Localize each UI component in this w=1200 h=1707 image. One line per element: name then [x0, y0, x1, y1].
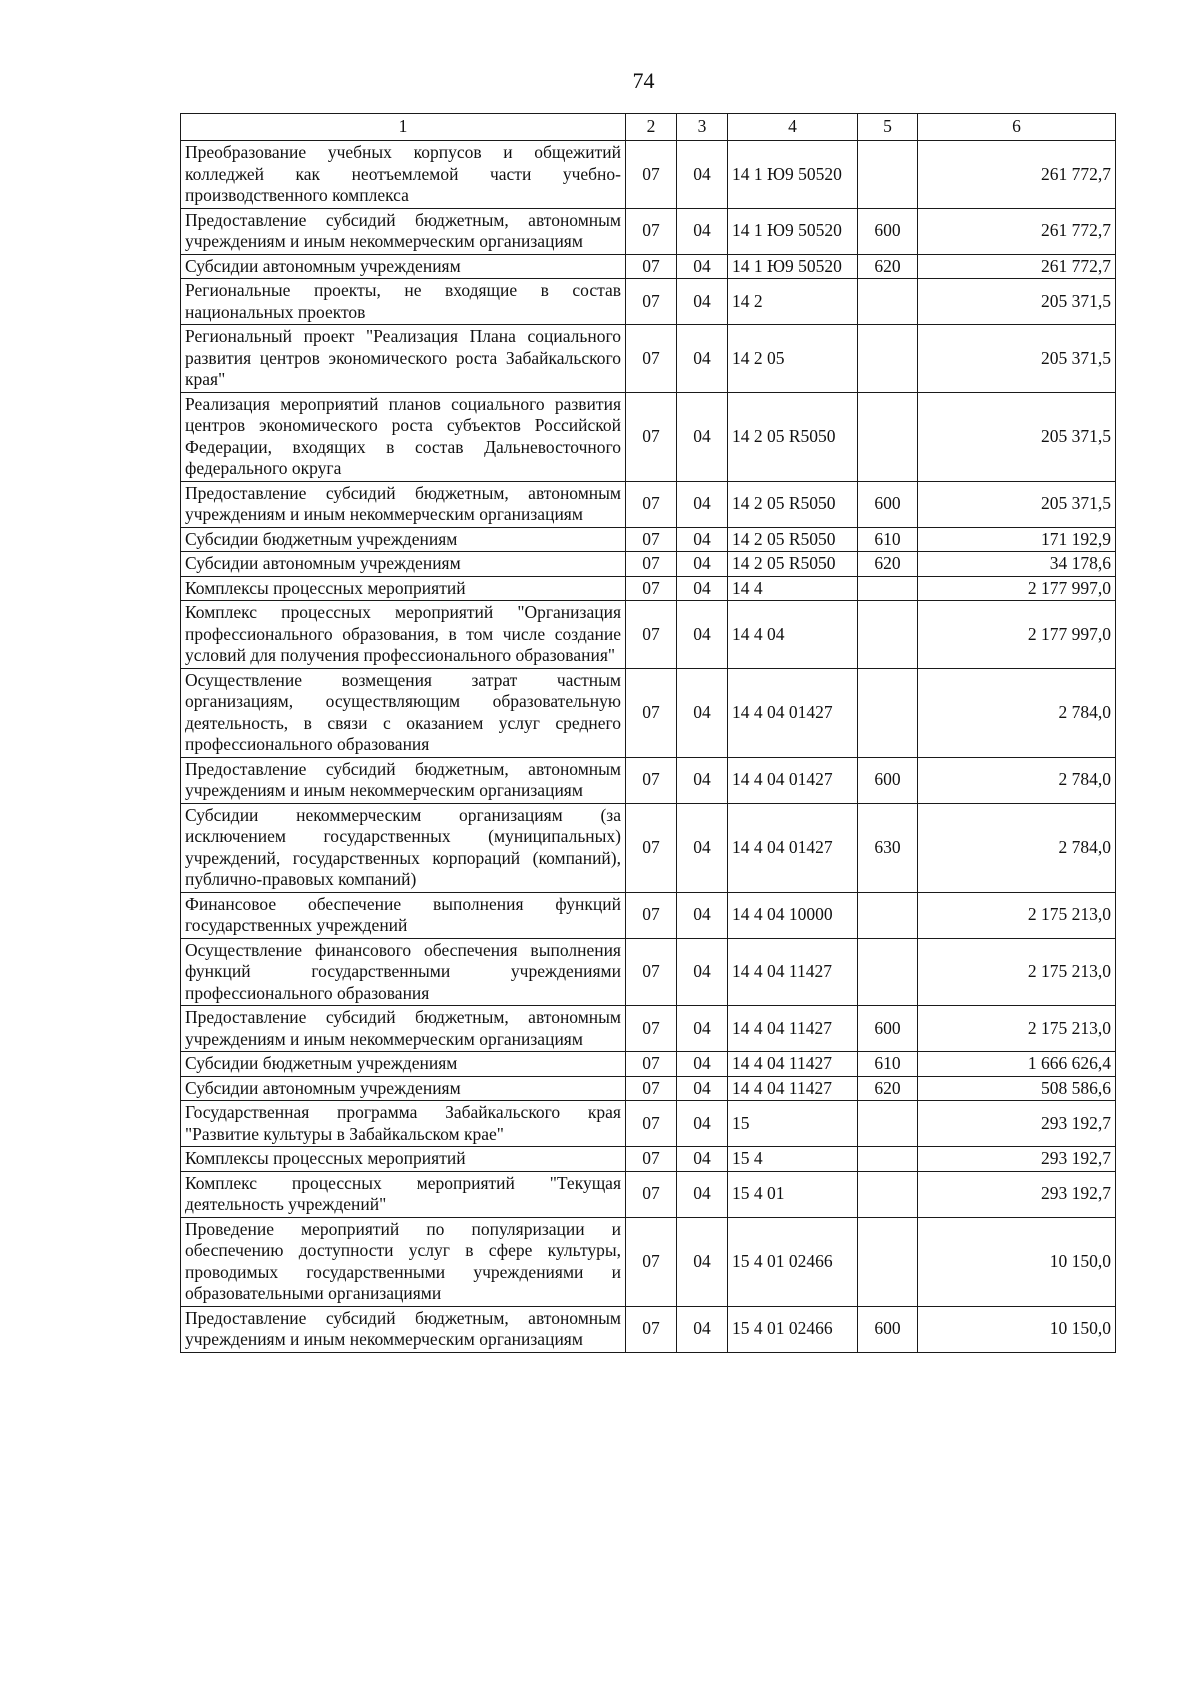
row-amount: 2 784,0	[918, 668, 1116, 757]
row-expense-type	[858, 1101, 918, 1147]
row-name: Комплексы процессных мероприятий	[181, 1147, 626, 1172]
row-section: 07	[626, 1101, 677, 1147]
table-header-row	[181, 114, 1116, 141]
row-section: 07	[626, 668, 677, 757]
row-amount: 508 586,6	[918, 1076, 1116, 1101]
table-row	[181, 1217, 1116, 1306]
row-name: Реализация мероприятий планов социального развития центров экономического роста субъектов Российской Федерации, входящих в состав Дальневосточного федерального округа	[181, 392, 626, 481]
row-section: 07	[626, 1217, 677, 1306]
row-amount: 34 178,6	[918, 552, 1116, 577]
row-target-code: 14 4 04 01427	[728, 668, 858, 757]
row-target-code: 14 4 04 11427	[728, 1006, 858, 1052]
row-section: 07	[626, 803, 677, 892]
row-amount: 2 175 213,0	[918, 938, 1116, 1006]
row-section: 07	[626, 576, 677, 601]
row-section: 07	[626, 279, 677, 325]
row-subsection: 04	[677, 1171, 728, 1217]
row-amount: 261 772,7	[918, 208, 1116, 254]
row-section: 07	[626, 938, 677, 1006]
row-amount: 293 192,7	[918, 1101, 1116, 1147]
row-expense-type	[858, 938, 918, 1006]
row-amount: 2 784,0	[918, 803, 1116, 892]
header-col-3: 3	[677, 114, 728, 141]
row-name: Государственная программа Забайкальского края "Развитие культуры в Забайкальском крае"	[181, 1101, 626, 1147]
row-amount: 10 150,0	[918, 1306, 1116, 1352]
row-name: Субсидии автономным учреждениям	[181, 552, 626, 577]
row-expense-type	[858, 392, 918, 481]
table-row	[181, 1306, 1116, 1352]
row-subsection: 04	[677, 1306, 728, 1352]
row-name: Комплекс процессных мероприятий "Текущая деятельность учреждений"	[181, 1171, 626, 1217]
header-col-2: 2	[626, 114, 677, 141]
row-target-code: 14 4 04 11427	[728, 1076, 858, 1101]
row-section: 07	[626, 757, 677, 803]
table-row	[181, 481, 1116, 527]
row-expense-type: 600	[858, 208, 918, 254]
row-name: Финансовое обеспечение выполнения функций государственных учреждений	[181, 892, 626, 938]
row-subsection: 04	[677, 1052, 728, 1077]
row-subsection: 04	[677, 1006, 728, 1052]
row-amount: 293 192,7	[918, 1171, 1116, 1217]
row-section: 07	[626, 892, 677, 938]
table-row	[181, 1147, 1116, 1172]
table-row	[181, 208, 1116, 254]
row-name: Комплексы процессных мероприятий	[181, 576, 626, 601]
row-name: Региональный проект "Реализация Плана социального развития центров экономического роста Забайкальского края"	[181, 325, 626, 393]
row-target-code: 14 2 05 R5050	[728, 392, 858, 481]
row-name: Осуществление возмещения затрат частным организациям, осуществляющим образовательную деятельность, в связи с оказанием услуг среднего профессионального образования	[181, 668, 626, 757]
row-amount: 2 177 997,0	[918, 601, 1116, 669]
budget-table	[180, 113, 1116, 1353]
row-expense-type	[858, 1217, 918, 1306]
row-name: Предоставление субсидий бюджетным, автономным учреждениям и иным некоммерческим организациям	[181, 208, 626, 254]
row-section: 07	[626, 208, 677, 254]
table-row	[181, 254, 1116, 279]
row-expense-type: 620	[858, 1076, 918, 1101]
row-expense-type	[858, 1147, 918, 1172]
row-expense-type: 610	[858, 1052, 918, 1077]
table-row	[181, 576, 1116, 601]
row-section: 07	[626, 1147, 677, 1172]
table-row	[181, 601, 1116, 669]
row-name: Предоставление субсидий бюджетным, автономным учреждениям и иным некоммерческим организациям	[181, 1306, 626, 1352]
row-amount: 2 175 213,0	[918, 892, 1116, 938]
table-row	[181, 325, 1116, 393]
row-section: 07	[626, 1171, 677, 1217]
table-row	[181, 279, 1116, 325]
table-row	[181, 892, 1116, 938]
page-number: 74	[632, 68, 655, 93]
row-name: Осуществление финансового обеспечения выполнения функций государственными учреждениями профессионального образования	[181, 938, 626, 1006]
row-amount: 2 175 213,0	[918, 1006, 1116, 1052]
row-section: 07	[626, 552, 677, 577]
row-target-code: 14 4 04	[728, 601, 858, 669]
row-subsection: 04	[677, 601, 728, 669]
header-col-5: 5	[858, 114, 918, 141]
row-amount: 1 666 626,4	[918, 1052, 1116, 1077]
row-section: 07	[626, 141, 677, 209]
row-target-code: 14 1 Ю9 50520	[728, 254, 858, 279]
row-target-code: 14 2 05 R5050	[728, 481, 858, 527]
row-section: 07	[626, 481, 677, 527]
row-subsection: 04	[677, 279, 728, 325]
row-expense-type	[858, 576, 918, 601]
row-expense-type	[858, 1171, 918, 1217]
header-col-1: 1	[181, 114, 626, 141]
row-expense-type	[858, 141, 918, 209]
row-name: Субсидии бюджетным учреждениям	[181, 1052, 626, 1077]
row-target-code: 14 1 Ю9 50520	[728, 208, 858, 254]
row-name: Субсидии автономным учреждениям	[181, 1076, 626, 1101]
table-row	[181, 668, 1116, 757]
row-target-code: 14 4 04 01427	[728, 803, 858, 892]
table-row	[181, 1171, 1116, 1217]
row-subsection: 04	[677, 1217, 728, 1306]
row-subsection: 04	[677, 1101, 728, 1147]
row-section: 07	[626, 1006, 677, 1052]
row-subsection: 04	[677, 668, 728, 757]
row-amount: 2 784,0	[918, 757, 1116, 803]
row-expense-type	[858, 668, 918, 757]
row-section: 07	[626, 601, 677, 669]
row-subsection: 04	[677, 208, 728, 254]
row-target-code: 14 4 04 11427	[728, 938, 858, 1006]
row-expense-type	[858, 325, 918, 393]
row-target-code: 15 4	[728, 1147, 858, 1172]
table-row	[181, 1101, 1116, 1147]
row-amount: 205 371,5	[918, 481, 1116, 527]
header-col-4: 4	[728, 114, 858, 141]
table-row	[181, 938, 1116, 1006]
row-subsection: 04	[677, 892, 728, 938]
row-amount: 205 371,5	[918, 279, 1116, 325]
row-amount: 261 772,7	[918, 254, 1116, 279]
row-subsection: 04	[677, 254, 728, 279]
row-name: Субсидии бюджетным учреждениям	[181, 527, 626, 552]
row-section: 07	[626, 392, 677, 481]
row-section: 07	[626, 527, 677, 552]
row-section: 07	[626, 1306, 677, 1352]
header-col-6: 6	[918, 114, 1116, 141]
row-amount: 205 371,5	[918, 325, 1116, 393]
table-row	[181, 552, 1116, 577]
row-name: Предоставление субсидий бюджетным, автономным учреждениям и иным некоммерческим организациям	[181, 481, 626, 527]
row-subsection: 04	[677, 141, 728, 209]
row-name: Преобразование учебных корпусов и общежитий колледжей как неотъемлемой части учебно-производственного комплекса	[181, 141, 626, 209]
row-name: Субсидии автономным учреждениям	[181, 254, 626, 279]
row-expense-type: 620	[858, 254, 918, 279]
row-name: Субсидии некоммерческим организациям (за исключением государственных (муниципальных) учреждений, государственных корпораций (компаний), публично-правовых компаний)	[181, 803, 626, 892]
table-row	[181, 757, 1116, 803]
table-row	[181, 803, 1116, 892]
table-row	[181, 392, 1116, 481]
row-subsection: 04	[677, 757, 728, 803]
row-name: Комплекс процессных мероприятий "Организация профессионального образования, в том числе создание условий для получения профессионального образования"	[181, 601, 626, 669]
row-subsection: 04	[677, 803, 728, 892]
table-row	[181, 1006, 1116, 1052]
row-expense-type	[858, 279, 918, 325]
row-target-code: 15 4 01 02466	[728, 1217, 858, 1306]
row-amount: 293 192,7	[918, 1147, 1116, 1172]
row-target-code: 14 4 04 01427	[728, 757, 858, 803]
row-amount: 2 177 997,0	[918, 576, 1116, 601]
row-section: 07	[626, 254, 677, 279]
row-amount: 205 371,5	[918, 392, 1116, 481]
row-expense-type: 630	[858, 803, 918, 892]
row-name: Предоставление субсидий бюджетным, автономным учреждениям и иным некоммерческим организациям	[181, 1006, 626, 1052]
row-amount: 10 150,0	[918, 1217, 1116, 1306]
row-amount: 171 192,9	[918, 527, 1116, 552]
row-section: 07	[626, 325, 677, 393]
row-target-code: 15 4 01 02466	[728, 1306, 858, 1352]
row-subsection: 04	[677, 938, 728, 1006]
row-expense-type	[858, 601, 918, 669]
row-target-code: 14 2 05 R5050	[728, 552, 858, 577]
row-subsection: 04	[677, 1147, 728, 1172]
row-section: 07	[626, 1076, 677, 1101]
row-expense-type: 600	[858, 481, 918, 527]
row-expense-type: 600	[858, 1006, 918, 1052]
row-target-code: 15 4 01	[728, 1171, 858, 1217]
row-target-code: 14 2	[728, 279, 858, 325]
row-target-code: 14 4	[728, 576, 858, 601]
row-subsection: 04	[677, 481, 728, 527]
table-row	[181, 1076, 1116, 1101]
row-subsection: 04	[677, 392, 728, 481]
row-section: 07	[626, 1052, 677, 1077]
row-target-code: 14 4 04 10000	[728, 892, 858, 938]
table-row	[181, 141, 1116, 209]
row-target-code: 14 2 05 R5050	[728, 527, 858, 552]
row-target-code: 14 2 05	[728, 325, 858, 393]
row-subsection: 04	[677, 576, 728, 601]
row-name: Проведение мероприятий по популяризации и обеспечению доступности услуг в сфере культуры, проводимых государственными учреждениями и образовательными организациями	[181, 1217, 626, 1306]
row-target-code: 15	[728, 1101, 858, 1147]
row-expense-type: 610	[858, 527, 918, 552]
table-row	[181, 1052, 1116, 1077]
row-amount: 261 772,7	[918, 141, 1116, 209]
row-target-code: 14 1 Ю9 50520	[728, 141, 858, 209]
row-subsection: 04	[677, 325, 728, 393]
row-subsection: 04	[677, 1076, 728, 1101]
row-subsection: 04	[677, 552, 728, 577]
row-name: Предоставление субсидий бюджетным, автономным учреждениям и иным некоммерческим организациям	[181, 757, 626, 803]
row-expense-type: 600	[858, 1306, 918, 1352]
row-expense-type: 620	[858, 552, 918, 577]
row-subsection: 04	[677, 527, 728, 552]
row-expense-type: 600	[858, 757, 918, 803]
row-expense-type	[858, 892, 918, 938]
table-row	[181, 527, 1116, 552]
row-target-code: 14 4 04 11427	[728, 1052, 858, 1077]
row-name: Региональные проекты, не входящие в состав национальных проектов	[181, 279, 626, 325]
